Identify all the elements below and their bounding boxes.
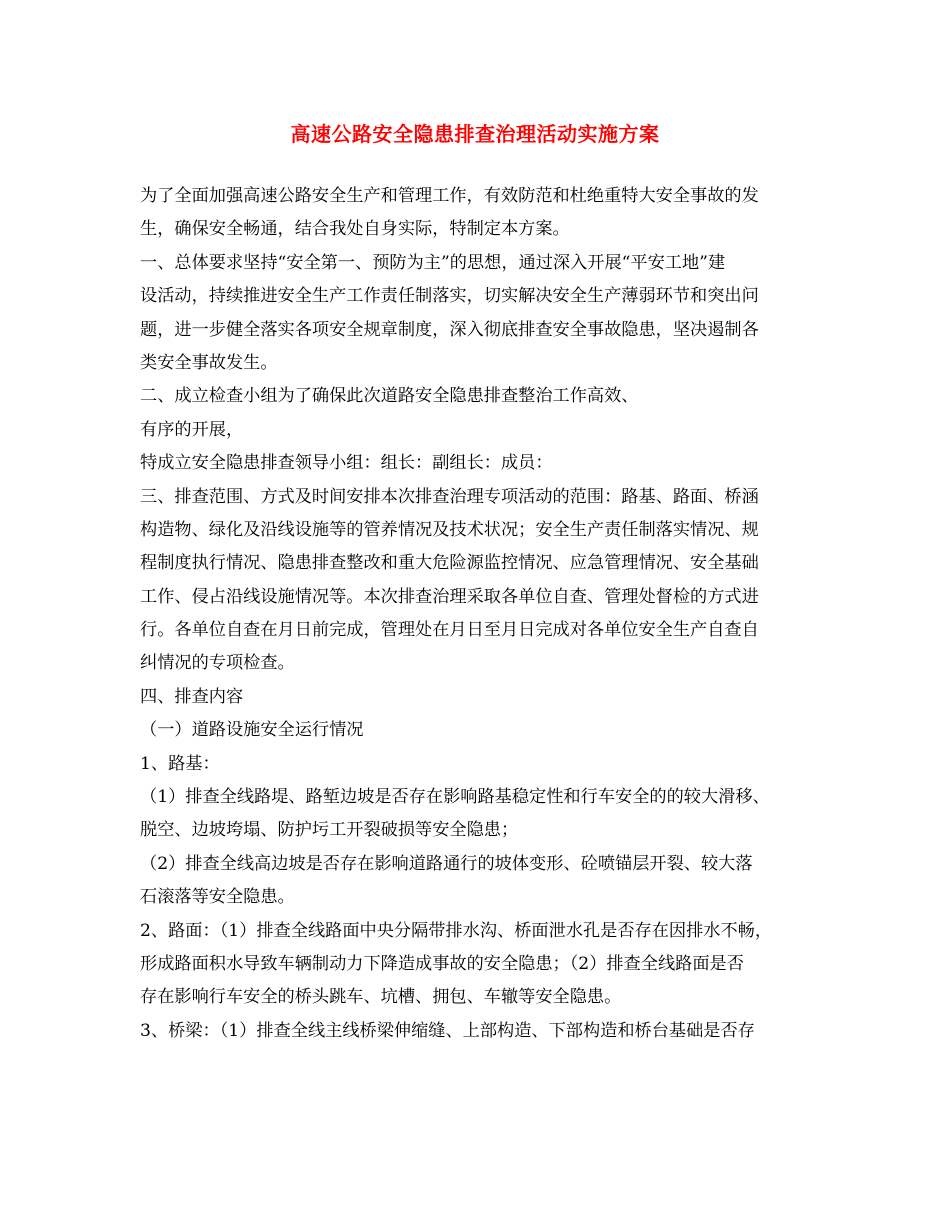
document-title: 高速公路安全隐患排查治理活动实施方案 bbox=[290, 122, 660, 146]
text-line: 二、成立检查小组为了确保此次道路安全隐患排查整治工作高效、 bbox=[140, 386, 639, 407]
text-line: 设活动，持续推进安全生产工作责任制落实，切实解决安全生产薄弱环节和突出问 bbox=[140, 286, 759, 307]
text-line: 工作、侵占沿线设施情况等。本次排查治理采取各单位自查、管理处督检的方式进 bbox=[140, 586, 759, 607]
text-line: 三、排查范围、方式及时间安排本次排查治理专项活动的范围：路基、路面、桥涵 bbox=[140, 486, 759, 507]
text-line: 3、桥梁：（1）排查全线主线桥梁伸缩缝、上部构造、下部构造和桥台基础是否存 bbox=[140, 1020, 755, 1041]
text-line: 题，进一步健全落实各项安全规章制度，深入彻底排查安全事故隐患，坚决遏制各 bbox=[140, 319, 759, 340]
text-line: 有序的开展， bbox=[140, 419, 244, 440]
text-line: 2、路面：（1）排查全线路面中央分隔带排水沟、桥面泄水孔是否存在因排水不畅， bbox=[140, 920, 773, 941]
text-line: 为了全面加强高速公路安全生产和管理工作，有效防范和杜绝重特大安全事故的发 bbox=[140, 186, 759, 206]
text-line: 存在影响行车安全的桥头跳车、坑槽、拥包、车辙等安全隐患。 bbox=[140, 987, 622, 1008]
text-line: 1、路基： bbox=[140, 753, 220, 774]
text-line: 类安全事故发生。 bbox=[140, 352, 278, 373]
text-line: 纠情况的专项检查。 bbox=[140, 653, 295, 674]
text-line: 脱空、边坡垮塌、防护圬工开裂破损等安全隐患； bbox=[140, 820, 519, 841]
text-line: 程制度执行情况、隐患排查整改和重大危险源监控情况、应急管理情况、安全基础 bbox=[140, 553, 759, 574]
text-line: 四、排查内容 bbox=[140, 686, 244, 707]
text-line: 形成路面积水导致车辆制动力下降造成事故的安全隐患；（2）排查全线路面是否 bbox=[140, 953, 744, 974]
text-line: 石滚落等安全隐患。 bbox=[140, 887, 295, 908]
text-line: 行。各单位自查在月日前完成，管理处在月日至月日完成对各单位安全生产自查自 bbox=[140, 620, 759, 641]
text-line: 生，确保安全畅通，结合我处自身实际，特制定本方案。 bbox=[140, 219, 570, 240]
text-line: （1）排查全线路堤、路堑边坡是否存在影响路基稳定性和行车安全的的较大滑移、 bbox=[140, 787, 770, 808]
text-line: （2）排查全线高边坡是否存在影响道路通行的坡体变形、砼喷锚层开裂、较大落 bbox=[140, 853, 753, 874]
text-line: 一、总体要求坚持“安全第一、预防为主”的思想，通过深入开展“平安工地”建 bbox=[140, 252, 726, 273]
document-body bbox=[140, 180, 840, 1048]
text-line: （一）道路设施安全运行情况 bbox=[140, 720, 364, 741]
text-line: 构造物、绿化及沿线设施等的管养情况及技术状况；安全生产责任制落实情况、规 bbox=[140, 519, 759, 540]
text-line: 特成立安全隐患排查领导小组：组长：副组长：成员： bbox=[140, 453, 553, 474]
